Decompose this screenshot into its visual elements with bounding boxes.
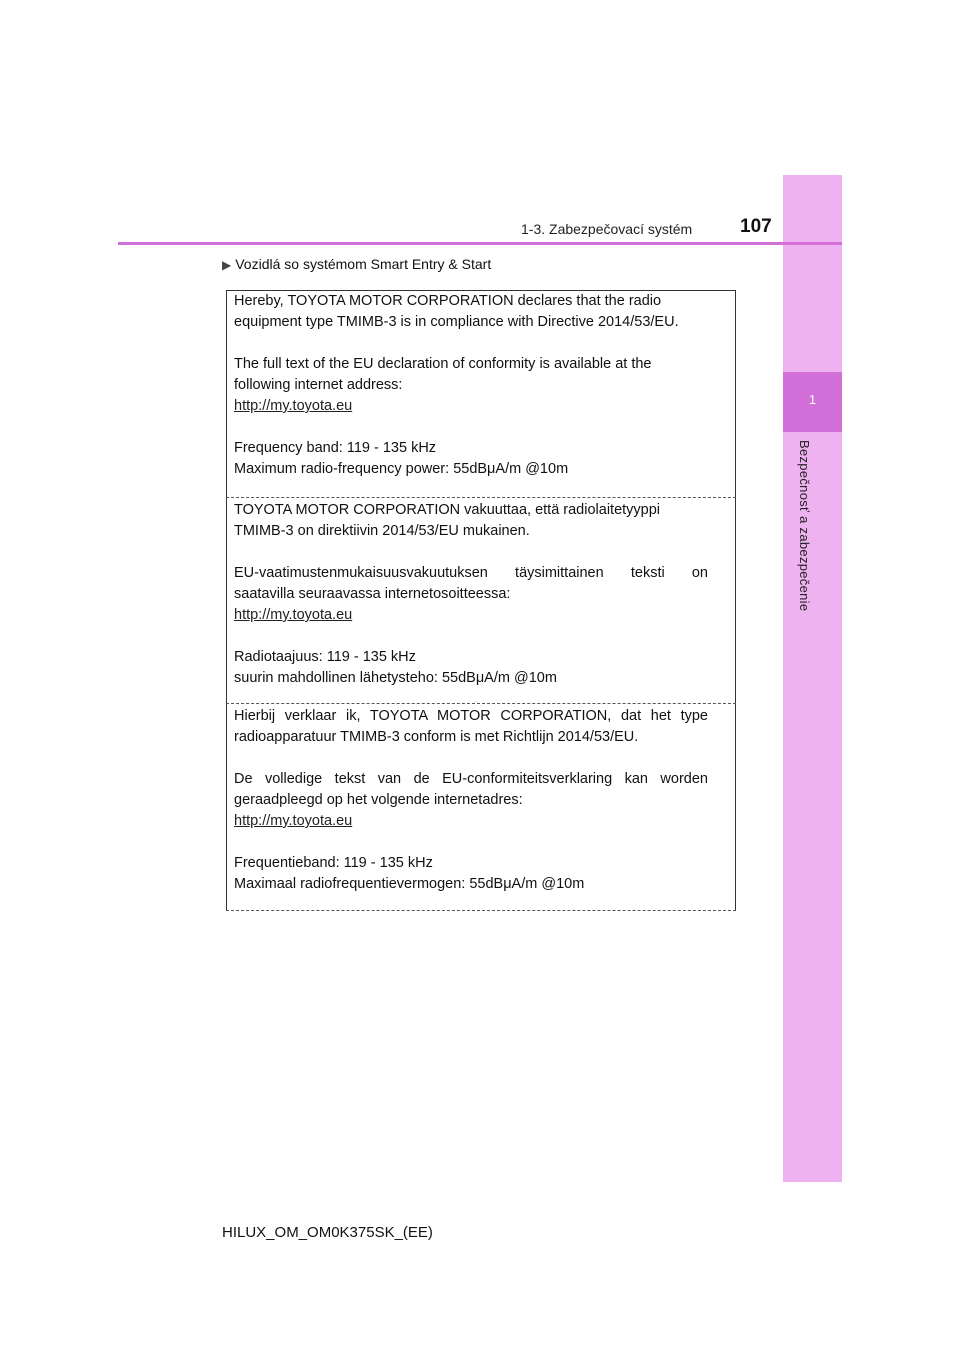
declaration-link[interactable]: http://my.toyota.eu bbox=[234, 813, 353, 829]
declaration-statement: TOYOTA MOTOR CORPORATION vakuuttaa, että radiolaitetyyppi TMIMB-3 on direktiivin 2014/53/EU mukainen. bbox=[234, 502, 661, 539]
chapter-sidebar-label: Bezpečnosť a zabezpečenie bbox=[797, 440, 812, 612]
declaration-link[interactable]: http://my.toyota.eu bbox=[234, 607, 353, 623]
block-separator bbox=[226, 497, 736, 498]
subheading-text: Vozidlá so systémom Smart Entry & Start bbox=[235, 256, 492, 272]
declaration-availability: The full text of the EU declaration of conformity is available at the following internet address: http://my.toyota.eu bbox=[234, 356, 652, 414]
declaration-block-nl bbox=[234, 706, 728, 895]
declaration-block-en bbox=[234, 291, 728, 480]
declaration-statement: Hierbij verklaar ik, TOYOTA MOTOR CORPORATION, dat het type radioapparatuur TMIMB-3 conform is met Richtlijn 2014/53/EU. bbox=[234, 708, 708, 745]
declaration-block-fi bbox=[234, 500, 728, 689]
declaration-specs: Radiotaajuus: 119 - 135 kHz suurin mahdollinen lähetysteho: 55dBμA/m @10m bbox=[234, 649, 557, 686]
header-rule bbox=[118, 242, 842, 245]
subheading bbox=[222, 256, 491, 272]
block-separator bbox=[226, 703, 736, 704]
declaration-link[interactable]: http://my.toyota.eu bbox=[234, 398, 353, 414]
declaration-specs: Frequentieband: 119 - 135 kHz Maximaal radiofrequentievermogen: 55dBμA/m @10m bbox=[234, 855, 585, 892]
document-footer-code: HILUX_OM_OM0K375SK_(EE) bbox=[222, 1224, 433, 1241]
declaration-specs: Frequency band: 119 - 135 kHz Maximum radio-frequency power: 55dBμA/m @10m bbox=[234, 440, 569, 477]
chapter-tab-number: 1 bbox=[808, 392, 817, 407]
declaration-availability: EU-vaatimustenmukaisuusvakuutuksen täysimittainen teksti on saatavilla seuraavassa internetosoitteessa: http://my.toyota.eu bbox=[234, 565, 708, 623]
declaration-availability: De volledige tekst van de EU-conformiteitsverklaring kan worden geraadpleegd op het volgende internetadres: http://my.toyota.eu bbox=[234, 771, 708, 829]
page-number: 107 bbox=[740, 216, 772, 237]
chapter-sidebar bbox=[783, 175, 842, 1182]
declaration-statement: Hereby, TOYOTA MOTOR CORPORATION declares that the radio equipment type TMIMB-3 is in compliance with Directive 2014/53/EU. bbox=[234, 293, 679, 330]
triangle-bullet-icon: ▶ bbox=[222, 258, 232, 272]
section-title: 1-3. Zabezpečovací systém bbox=[521, 221, 693, 237]
block-separator bbox=[226, 910, 736, 911]
